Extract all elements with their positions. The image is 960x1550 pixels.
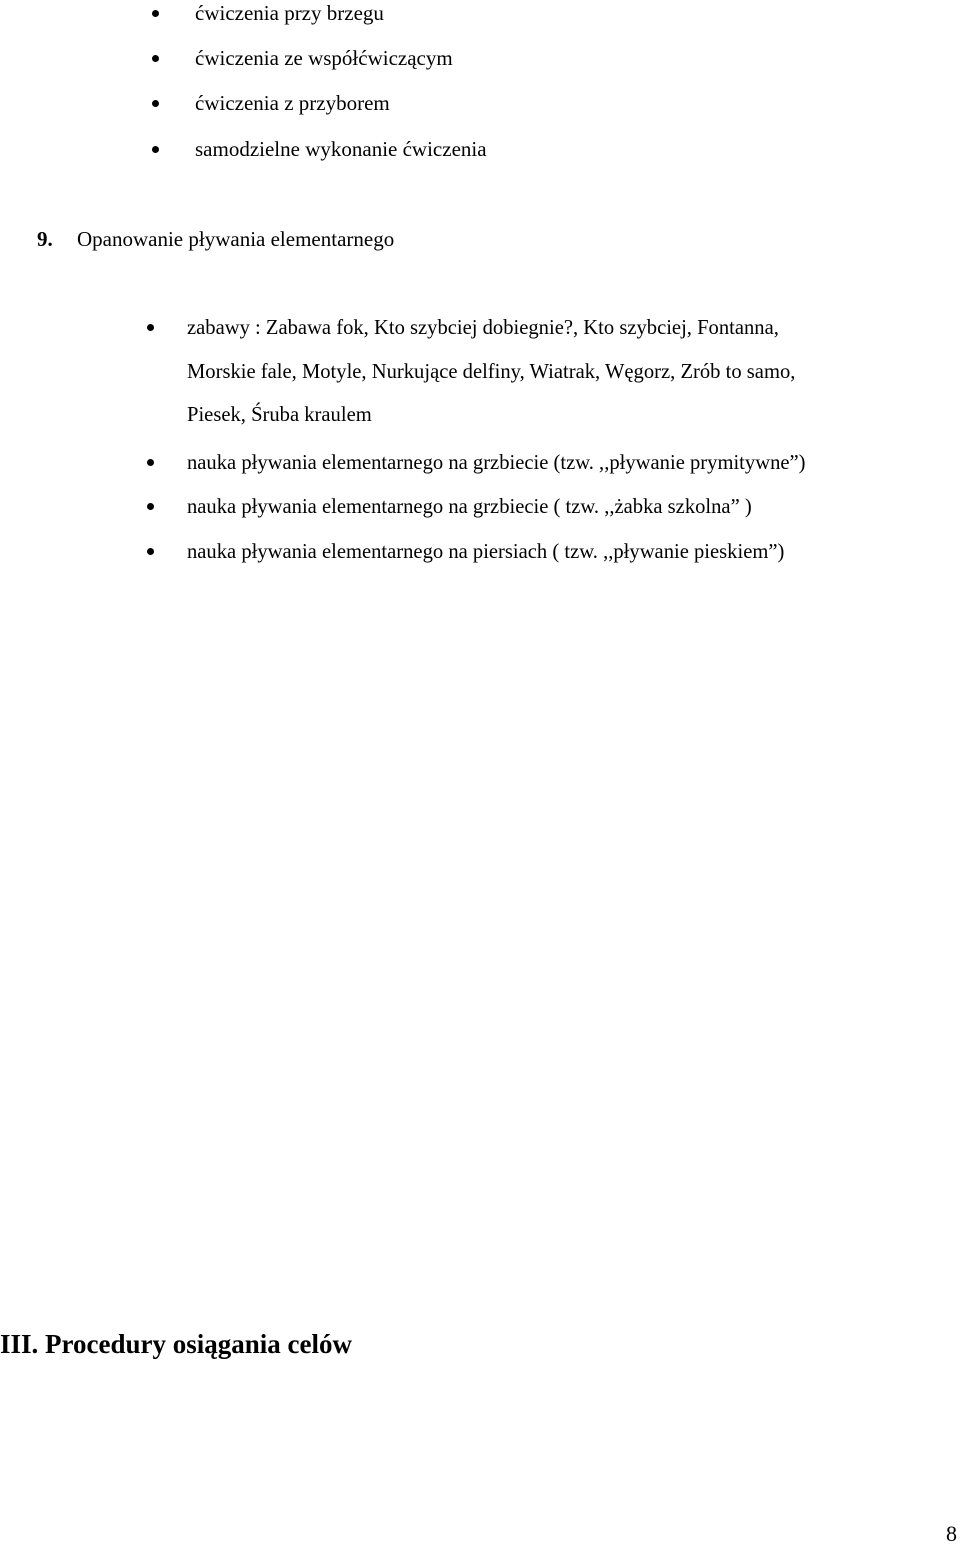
bullet-icon [152, 10, 159, 17]
section-number: 9. [37, 227, 53, 251]
list-item: nauka pływania elementarnego na grzbiecie (tzw. ,,pływanie prymitywne”) [187, 452, 806, 474]
bullet-icon [147, 324, 154, 331]
list-item: samodzielne wykonanie ćwiczenia [195, 137, 487, 161]
list-item: nauka pływania elementarnego na piersiach ( tzw. ,,pływanie pieskiem”) [187, 541, 785, 563]
list-item-line: Piesek, Śruba kraulem [187, 404, 372, 426]
bullet-icon [152, 100, 159, 107]
bullet-icon [147, 503, 154, 510]
list-item: ćwiczenia przy brzegu [195, 1, 384, 25]
section-iii-heading: III. Procedury osiągania celów [0, 1329, 352, 1359]
bullet-icon [152, 55, 159, 62]
page-number: 8 [946, 1521, 957, 1546]
bullet-icon [147, 459, 154, 466]
list-item-line: Morskie fale, Motyle, Nurkujące delfiny, Wiatrak, Węgorz, Zrób to samo, [187, 361, 796, 383]
list-item: nauka pływania elementarnego na grzbiecie ( tzw. ,,żabka szkolna” ) [187, 496, 752, 518]
bullet-icon [152, 146, 159, 153]
section-title: Opanowanie pływania elementarnego [77, 227, 395, 251]
bullet-icon [147, 548, 154, 555]
list-item: ćwiczenia z przyborem [195, 91, 390, 115]
list-item: ćwiczenia ze współćwiczącym [195, 46, 453, 70]
list-item-line: zabawy : Zabawa fok, Kto szybciej dobiegnie?, Kto szybciej, Fontanna, [187, 317, 779, 339]
